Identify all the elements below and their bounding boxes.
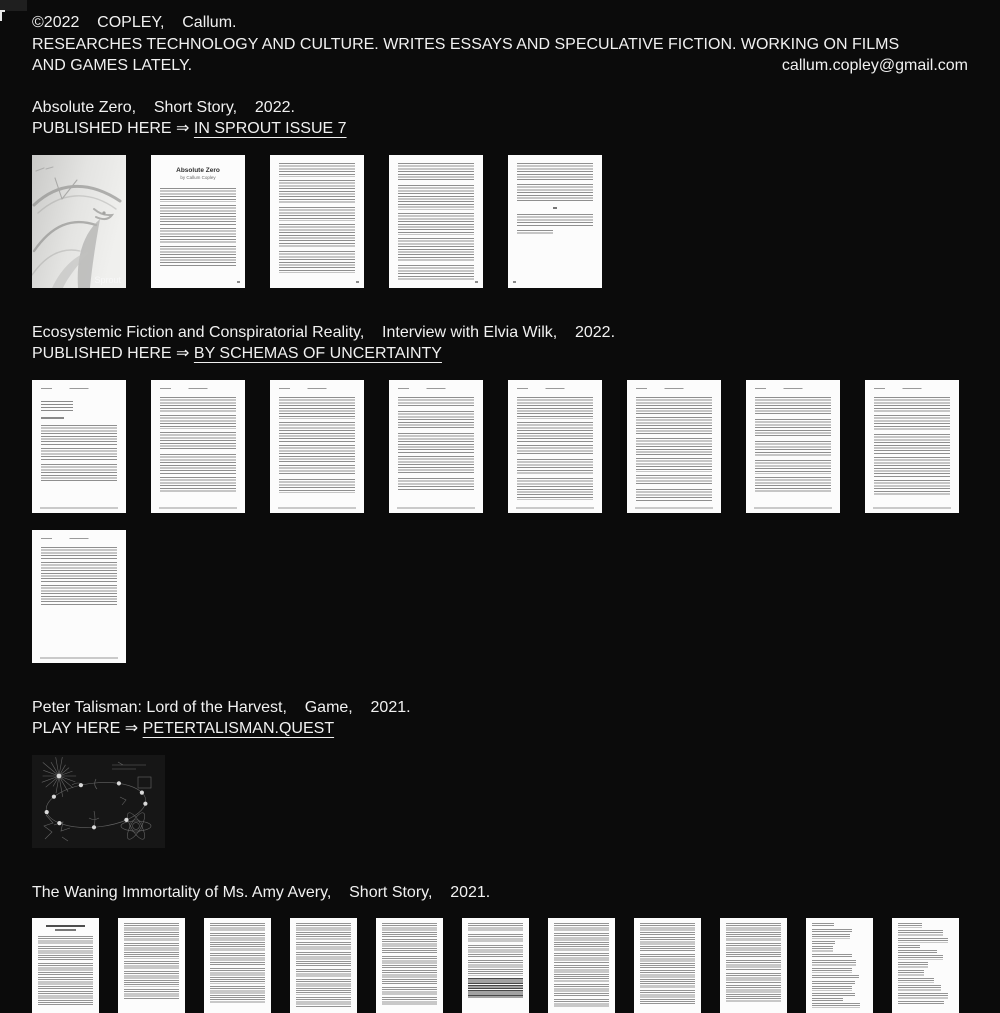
- page-thumbnail[interactable]: [204, 918, 271, 1013]
- thumbnail-row: [32, 755, 968, 848]
- fake-text-paragraph: [38, 977, 93, 989]
- project-section-ecosystemic-fiction: [32, 322, 968, 663]
- page-header: [160, 388, 236, 391]
- fake-text-paragraph: [124, 923, 179, 941]
- page-footer: [397, 507, 475, 509]
- sprout-cover-sketch: [32, 155, 126, 288]
- fake-text-paragraph: [812, 946, 833, 952]
- page-footer: [40, 507, 118, 509]
- page-text-area: [270, 155, 364, 288]
- page-thumbnail[interactable]: [462, 918, 529, 1013]
- fake-text-paragraph: [382, 939, 437, 954]
- link-prefix: PUBLISHED HERE: [32, 345, 176, 362]
- project-link[interactable]: PETERTALISMAN.QUEST: [143, 720, 334, 737]
- page-thumbnail[interactable]: [151, 155, 245, 288]
- page-text-area: [508, 380, 602, 513]
- page-footer: [873, 507, 951, 509]
- bio-line-1: RESEARCHES TECHNOLOGY AND CULTURE. WRITES ESSAYS AND SPECULATIVE FICTION. WORKING ON FILMS: [32, 34, 968, 56]
- page-text-area: [270, 380, 364, 513]
- page-header: [398, 388, 474, 391]
- project-link-line: [32, 343, 968, 365]
- fake-text-paragraph: [755, 419, 831, 438]
- section-break-mark: [553, 207, 557, 209]
- fake-text-paragraph: [160, 432, 236, 451]
- page-thumbnail[interactable]: [720, 918, 787, 1013]
- double-arrow-icon: ⇒: [176, 345, 189, 362]
- page-thumbnail[interactable]: [32, 918, 99, 1013]
- fake-text-paragraph: [812, 929, 852, 932]
- fake-text-paragraph: [210, 986, 265, 1003]
- page-thumbnail[interactable]: [376, 918, 443, 1013]
- site-header: [32, 12, 968, 77]
- page-text-area: [865, 380, 959, 513]
- fake-text-paragraph: [517, 478, 593, 500]
- page-thumbnail[interactable]: [508, 380, 602, 513]
- thumbnail-row: [32, 918, 968, 1013]
- fake-text-paragraph: [636, 458, 712, 472]
- fake-text-paragraph: [468, 923, 523, 932]
- fake-text-paragraph: [898, 930, 943, 936]
- fake-text-paragraph: [398, 433, 474, 453]
- page-byline-text: by Callum Copley: [160, 175, 236, 180]
- dense-text-block: [468, 978, 523, 998]
- fake-text-paragraph: [38, 936, 93, 944]
- fake-text-paragraph: [398, 411, 474, 430]
- page-thumbnail[interactable]: [151, 380, 245, 513]
- page-text-area: [290, 918, 357, 1013]
- fake-text-paragraph: [517, 214, 593, 226]
- fake-text-paragraph: [468, 945, 523, 958]
- page-footer: [754, 507, 832, 509]
- page-text-area: [32, 530, 126, 663]
- page-footer: [278, 507, 356, 509]
- fake-text-paragraph: [898, 938, 948, 943]
- page-header: [279, 388, 355, 391]
- fake-text-paragraph: [160, 228, 236, 243]
- fake-text-paragraph: [874, 415, 950, 431]
- page-text-area: [746, 380, 840, 513]
- page-thumbnail[interactable]: [806, 918, 873, 1013]
- fake-text-paragraph: [517, 445, 593, 456]
- fake-text-paragraph: [898, 923, 922, 928]
- thumbnail-row: [32, 380, 968, 663]
- fake-text-paragraph: [38, 946, 93, 961]
- page-text-area: [806, 918, 873, 1013]
- double-arrow-icon: ⇒: [125, 720, 138, 737]
- fake-text-paragraph: [554, 984, 609, 997]
- fake-text-paragraph: [160, 454, 236, 474]
- fake-text-paragraph: [38, 963, 93, 975]
- fake-text-paragraph: [124, 961, 179, 969]
- sprout-label: Sprout: [94, 275, 121, 285]
- page-thumbnail[interactable]: [270, 380, 364, 513]
- fake-text-paragraph: [124, 989, 179, 999]
- fake-text-paragraph: [898, 985, 941, 991]
- fake-text-paragraph: [398, 185, 474, 210]
- fake-text-paragraph: [517, 184, 593, 202]
- page-text-area: [32, 380, 126, 513]
- project-title: The Waning Immortality of Ms. Amy Avery, Short Story, 2021.: [32, 882, 968, 904]
- fake-text-paragraph: [554, 933, 609, 951]
- fake-text-paragraph: [382, 923, 437, 937]
- fake-text-paragraph: [636, 489, 712, 501]
- fake-text-paragraph: [812, 923, 834, 927]
- fake-text-paragraph: [812, 968, 852, 973]
- fake-text-paragraph: [279, 465, 355, 476]
- fake-text-paragraph: [279, 445, 355, 462]
- fake-text-paragraph: [398, 456, 474, 475]
- fake-text-paragraph: [898, 1001, 944, 1004]
- page-footer: [40, 657, 118, 659]
- fake-text-paragraph: [812, 960, 856, 966]
- fake-text-paragraph: [755, 441, 831, 457]
- fake-text-paragraph: [398, 265, 474, 280]
- page-thumbnail[interactable]: [548, 918, 615, 1013]
- page-text-area: [508, 155, 602, 288]
- project-link-line: [32, 718, 968, 740]
- fake-text-paragraph: [160, 188, 236, 202]
- fake-text-paragraph: [210, 933, 265, 951]
- page-header: [755, 388, 831, 391]
- fake-text-paragraph: [398, 163, 474, 182]
- game-art-thumbnail[interactable]: [32, 755, 165, 848]
- fake-text-paragraph: [210, 923, 265, 931]
- fake-text-paragraph: [279, 224, 355, 248]
- fake-text-paragraph: [640, 970, 695, 988]
- page-header: [41, 538, 117, 541]
- page-footer: [159, 507, 237, 509]
- fake-text-paragraph: [41, 547, 117, 559]
- project-section-absolute-zero: [32, 97, 968, 288]
- fake-text-paragraph: [898, 955, 943, 960]
- page-text-area: [118, 918, 185, 1013]
- fake-text-paragraph: [640, 954, 695, 968]
- fake-text-paragraph: [279, 479, 355, 493]
- fake-text-paragraph: [279, 180, 355, 204]
- page-thumbnail[interactable]: [118, 918, 185, 1013]
- fake-text-paragraph: [812, 1003, 860, 1008]
- fake-text-paragraph: [41, 448, 117, 461]
- page-footer: [635, 507, 713, 509]
- project-link[interactable]: IN SPROUT ISSUE 7: [194, 120, 347, 137]
- fake-text-paragraph: [279, 163, 355, 177]
- page-header: [517, 388, 593, 391]
- fake-text-paragraph: [636, 417, 712, 435]
- fake-text-paragraph: [160, 477, 236, 493]
- fake-text-paragraph: [898, 978, 934, 983]
- page-number: [513, 281, 516, 283]
- project-link[interactable]: BY SCHEMAS OF UNCERTAINTY: [194, 345, 442, 362]
- page-thumbnail[interactable]: [389, 380, 483, 513]
- fake-text-paragraph: [296, 952, 351, 967]
- page-thumbnail[interactable]: [290, 918, 357, 1013]
- fake-text-paragraph: [124, 943, 179, 959]
- page-text-area: [376, 918, 443, 1013]
- page-thumbnail[interactable]: [746, 380, 840, 513]
- fake-text-paragraph: [382, 970, 437, 985]
- fake-text-paragraph: [296, 923, 351, 940]
- fake-text-paragraph: [398, 397, 474, 408]
- page-header: [874, 388, 950, 391]
- fake-text-paragraph: [640, 937, 695, 952]
- fake-text-paragraph: [296, 997, 351, 1008]
- fake-text-paragraph: [160, 397, 236, 412]
- fake-text-paragraph: [398, 478, 474, 491]
- fake-text-paragraph: [554, 999, 609, 1008]
- fake-text-paragraph: [382, 997, 437, 1006]
- fake-text-paragraph: [468, 960, 523, 976]
- page-title-text: Absolute Zero: [160, 167, 236, 175]
- page-footer: [516, 507, 594, 509]
- sprout-cover-thumbnail[interactable]: [32, 155, 126, 288]
- project-link-line: [32, 118, 968, 140]
- fake-text-paragraph: [41, 562, 117, 582]
- fake-text-paragraph: [874, 397, 950, 412]
- page-thumbnail[interactable]: [865, 380, 959, 513]
- fake-text-paragraph: [812, 981, 855, 984]
- fake-text-paragraph: [124, 971, 179, 987]
- fake-text-paragraph: [210, 968, 265, 984]
- fake-text-paragraph: [398, 238, 474, 262]
- fake-text-paragraph: [279, 422, 355, 442]
- bio-line-2: AND GAMES LATELY.: [32, 55, 192, 77]
- fake-text-paragraph: [398, 213, 474, 235]
- fake-text-paragraph: [898, 950, 937, 953]
- fake-text-paragraph: [726, 973, 781, 983]
- page-thumbnail[interactable]: [32, 530, 126, 663]
- fake-text-paragraph: [812, 975, 859, 979]
- fake-text-paragraph: [898, 993, 948, 999]
- fake-text-paragraph: [726, 923, 781, 941]
- page-thumbnail[interactable]: [32, 380, 126, 513]
- fake-text-paragraph: [517, 422, 593, 442]
- fake-text-bar: [46, 925, 85, 927]
- fake-text-paragraph: [898, 945, 920, 948]
- fake-text-paragraph: [210, 953, 265, 966]
- page-text-area: [151, 380, 245, 513]
- page-header: [636, 388, 712, 391]
- fake-text-paragraph: [874, 434, 950, 454]
- fake-text-paragraph: [898, 970, 924, 976]
- fake-text-paragraph: [640, 923, 695, 935]
- fake-text-paragraph: [636, 397, 712, 414]
- fake-text-paragraph: [279, 397, 355, 419]
- fake-text-paragraph: [755, 477, 831, 492]
- page-text-area: [204, 918, 271, 1013]
- page-text-area: [548, 918, 615, 1013]
- fake-text-paragraph: [812, 934, 850, 939]
- page-text-area: [32, 918, 99, 1013]
- page-text-area: [720, 918, 787, 1013]
- page-text-area: [462, 918, 529, 1013]
- fake-text-paragraph: [296, 969, 351, 977]
- fake-text-paragraph: [468, 934, 523, 943]
- page-text-area: [634, 918, 701, 1013]
- fake-text-paragraph: [755, 460, 831, 474]
- project-title: Peter Talisman: Lord of the Harvest, Game, 2021.: [32, 697, 968, 719]
- page-text-area: [151, 155, 245, 288]
- fake-text-paragraph: [640, 990, 695, 1004]
- fake-text-paragraph: [160, 205, 236, 225]
- fake-text-paragraph: [726, 943, 781, 958]
- fake-text-paragraph: [38, 991, 93, 1006]
- fake-text-paragraph: [755, 397, 831, 416]
- page-number: [356, 281, 359, 283]
- fake-text-paragraph: [160, 246, 236, 267]
- project-section-peter-talisman: [32, 697, 968, 848]
- fake-text-paragraph: [554, 923, 609, 931]
- project-title: Ecosystemic Fiction and Conspiratorial Reality, Interview with Elvia Wilk, 2022.: [32, 322, 968, 344]
- page-number: [475, 281, 478, 283]
- fake-text-paragraph: [41, 464, 117, 481]
- fake-text-paragraph: [636, 438, 712, 455]
- page-text-area: [627, 380, 721, 513]
- page-number: [237, 281, 240, 283]
- fake-text-paragraph: [812, 993, 855, 996]
- projects-list: [32, 97, 968, 1013]
- fake-text-paragraph: [517, 459, 593, 475]
- address-block: [41, 401, 117, 412]
- page-header: [41, 388, 117, 391]
- page-text-area: [389, 380, 483, 513]
- game-map-sketch: [32, 755, 165, 848]
- fake-text-paragraph: [160, 415, 236, 429]
- link-prefix: PLAY HERE: [32, 720, 125, 737]
- page-thumbnail[interactable]: [389, 155, 483, 288]
- page-text-area: [389, 155, 483, 288]
- signature-line: [517, 230, 553, 235]
- fake-text-paragraph: [279, 207, 355, 221]
- fake-text-paragraph: [726, 960, 781, 971]
- link-prefix: PUBLISHED HERE: [32, 120, 176, 137]
- fake-text-paragraph: [279, 251, 355, 273]
- fake-text-paragraph: [636, 475, 712, 486]
- page-thumbnail[interactable]: [634, 918, 701, 1013]
- fake-text-paragraph: [382, 987, 437, 995]
- fake-text-paragraph: [382, 956, 437, 968]
- email-link[interactable]: callum.copley@gmail.com: [782, 55, 968, 77]
- fake-text-paragraph: [554, 965, 609, 982]
- page-thumbnail[interactable]: [627, 380, 721, 513]
- fake-text-paragraph: [812, 986, 852, 991]
- fake-text-paragraph: [898, 962, 928, 968]
- page-text-area: [892, 918, 959, 1013]
- page-thumbnail[interactable]: [270, 155, 364, 288]
- fake-text-paragraph: [812, 954, 852, 958]
- fake-text-paragraph: [812, 941, 835, 944]
- fake-text-paragraph: [296, 979, 351, 995]
- fake-text-paragraph: [41, 425, 117, 445]
- fake-text-paragraph: [41, 585, 117, 605]
- fake-text-paragraph: [517, 163, 593, 181]
- fake-text-paragraph: [554, 953, 609, 963]
- project-title: Absolute Zero, Short Story, 2022.: [32, 97, 968, 119]
- corner-tick-horizontal: [0, 10, 5, 12]
- fake-text-paragraph: [874, 480, 950, 496]
- double-arrow-icon: ⇒: [176, 120, 189, 137]
- page-thumbnail[interactable]: [892, 918, 959, 1013]
- thumbnail-row: [32, 155, 968, 288]
- fake-text-paragraph: [296, 942, 351, 950]
- fake-text-paragraph: [726, 985, 781, 1002]
- fake-text-paragraph: [517, 397, 593, 419]
- fake-text-paragraph: [874, 457, 950, 477]
- page-thumbnail[interactable]: [508, 155, 602, 288]
- project-section-waning-immortality: [32, 882, 968, 1013]
- copyright-line: ©2022 COPLEY, Callum.: [32, 12, 968, 34]
